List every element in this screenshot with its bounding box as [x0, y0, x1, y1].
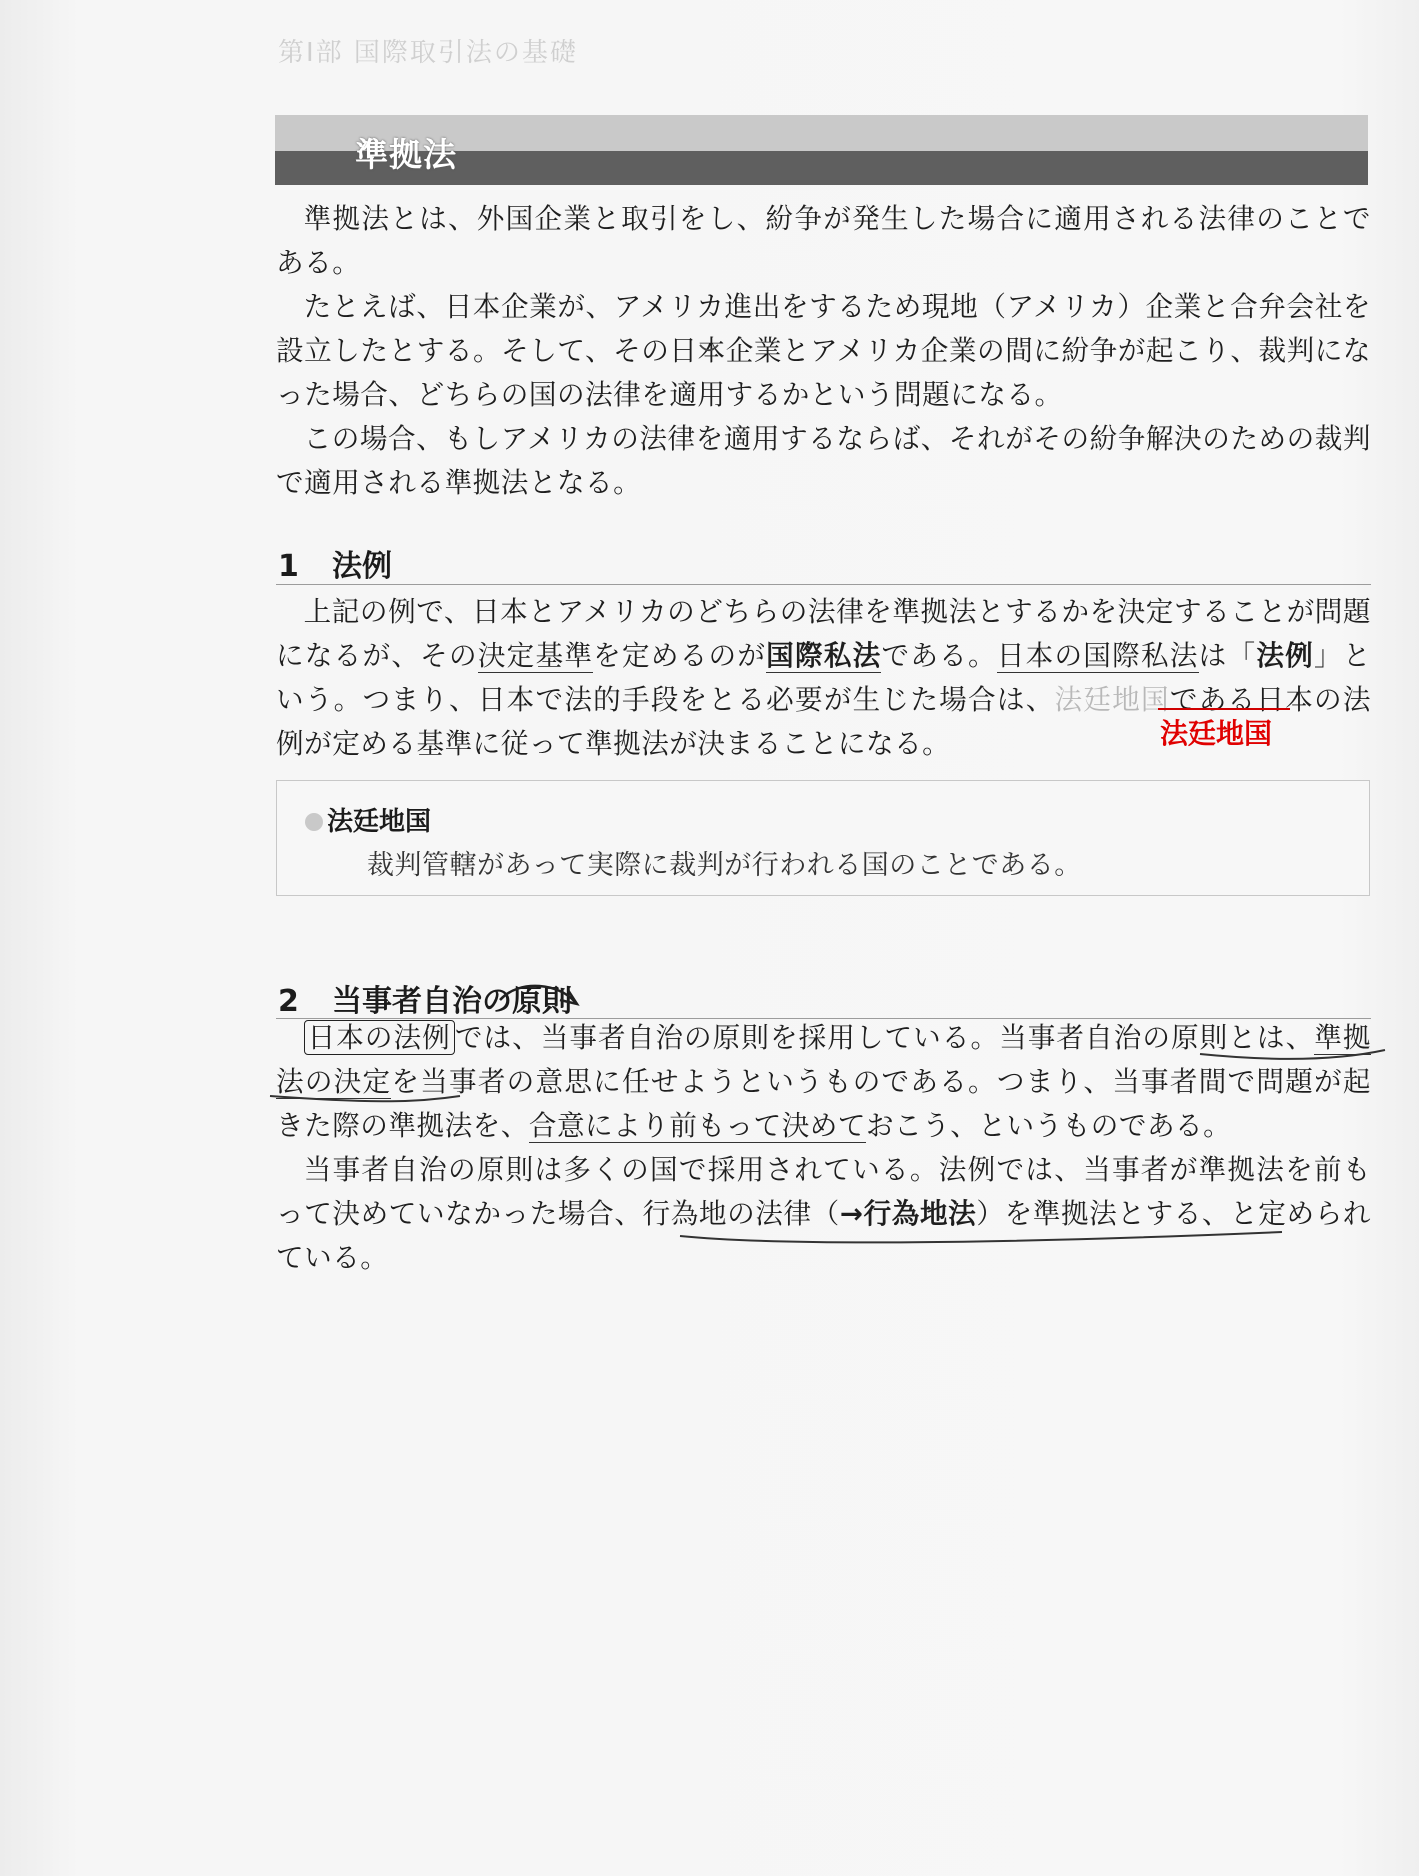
- underlined-governing-law-decision: 準拠法の決定: [276, 1021, 1371, 1098]
- faint-forum-state: 法廷地国: [1054, 683, 1170, 716]
- section-1-number: 1: [278, 549, 299, 584]
- text-run: 上記の例で、日本とアメリカのどちらの法律を準拠法とするかを決定することが問題になるが、その: [276, 595, 1371, 672]
- definition-term-text: 法廷地国: [327, 807, 432, 837]
- text-run: 」という。つまり、日本で法的手段をとる必要が生じた場合は、: [276, 639, 1371, 716]
- text-run: おこう、というものである。: [866, 1109, 1232, 1142]
- section-2-heading: [278, 976, 572, 1020]
- intro-paragraph-1: 準拠法とは、外国企業と取引をし、紛争が発生した場合に適用される法律のことである。: [276, 202, 1371, 279]
- section-1-heading: [278, 541, 392, 585]
- bold-horei: 法例: [1256, 639, 1314, 672]
- bullet-icon: [305, 813, 323, 831]
- bold-private-international-law: 国際私法: [766, 639, 882, 672]
- text-run: ）を準拠法とする、と定められている。: [276, 1197, 1371, 1274]
- section-2-number: 2: [278, 984, 299, 1019]
- text-run: である。: [881, 639, 997, 672]
- text-run: を当事者の意思に任せようというものである。つまり、当事者間で問題が起きた際の準拠法を、: [276, 1065, 1371, 1142]
- definition-box: [276, 780, 1370, 896]
- heading-banner: [275, 115, 1368, 185]
- text-run: では、当事者自治の原則を採用している。当事者自治の原則とは、: [454, 1021, 1315, 1054]
- section-2-paragraph-2: [276, 1148, 1371, 1280]
- definition-text: 裁判管轄があって実際に裁判が行われる国のことである。: [367, 850, 1082, 881]
- bleed-through-header: 第Ⅰ部 国際取引法の基礎: [278, 38, 578, 68]
- underlined-agreed-in-advance: 合意により前もって決めて: [528, 1109, 866, 1142]
- text-run: は「: [1198, 639, 1257, 672]
- section-2-title: 当事者自治の原則: [332, 984, 572, 1019]
- intro-paragraph-2: たとえば、日本企業が、アメリカ進出をするため現地（アメリカ）企業と合弁会社を設立したとする。そして、その日本企業とアメリカ企業の間に紛争が起こり、裁判になった場合、どちらの国の法律を適用するかという問題になる。: [276, 290, 1371, 411]
- definition-term: [305, 801, 431, 838]
- text-run: である日本の法例が定める基準に従って準拠法が決まることになる。: [276, 683, 1371, 760]
- boxed-japan-horei: 日本の法例: [304, 1020, 455, 1055]
- underlined-japan-private-international-law: 日本の国際私法: [996, 639, 1199, 672]
- text-run: を定めるのが: [593, 639, 767, 672]
- section-1-rule: [276, 584, 1371, 585]
- underlined-decision-criteria: 決定基準: [477, 639, 594, 672]
- intro-paragraph-3: この場合、もしアメリカの法律を適用するならば、それがその紛争解決のための裁判で適用される準拠法となる。: [276, 422, 1371, 499]
- heading-title: 準拠法: [355, 135, 457, 174]
- section-2-paragraph-1: [276, 1016, 1371, 1148]
- section-1-title: 法例: [332, 549, 392, 584]
- red-annotation-line: [1158, 708, 1290, 710]
- text-run: 当事者自治の原則は多くの国で採用されている。法例では、当事者が準拠法を前もって決めていなかった場合、行為地の法律（: [276, 1153, 1371, 1230]
- red-annotation-label: 法廷地国: [1160, 717, 1273, 750]
- bold-lex-loci: →行為地法: [839, 1197, 977, 1230]
